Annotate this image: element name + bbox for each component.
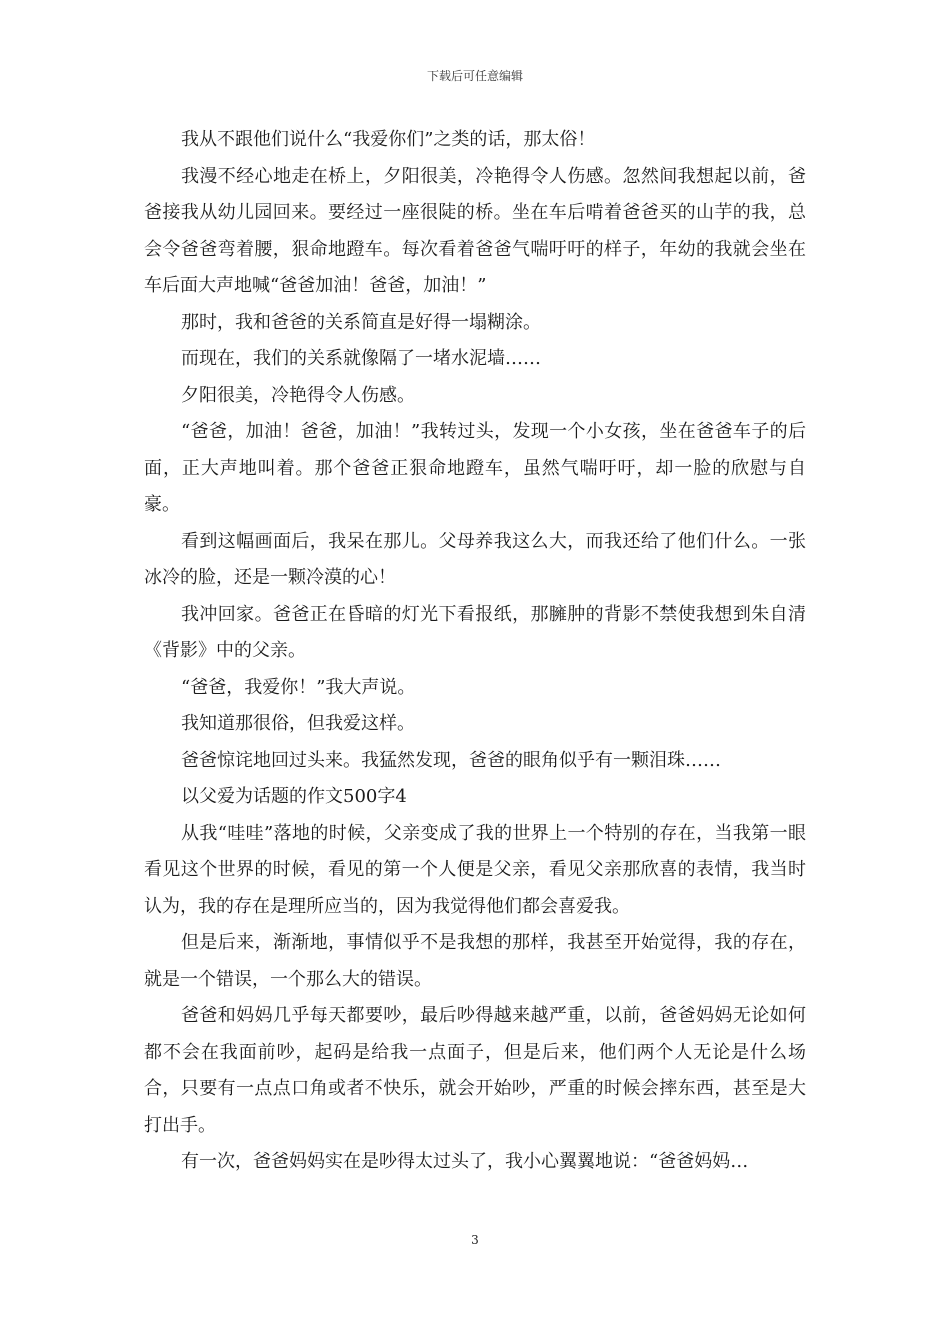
paragraph: 那时，我和爸爸的关系简直是好得一塌糊涂。 <box>181 311 541 333</box>
paragraph: 我从不跟他们说什么“我爱你们”之类的话，那太俗！ <box>181 129 596 150</box>
paragraph: 夕阳很美，冷艳得令人伤感。 <box>181 384 415 406</box>
paragraph: 我冲回家。爸爸正在昏暗的灯光下看报纸，那臃肿的背影不禁使我想到朱自清《背影》中的父亲。 <box>144 603 806 661</box>
paragraph: 看到这幅画面后，我呆在那儿。父母养我这么大，而我还给了他们什么。一张冰冷的脸，还是一颗冷漠的心！ <box>144 530 806 588</box>
paragraph: 从我“哇哇”落地的时候，父亲变成了我的世界上一个特别的存在，当我第一眼看见这个世界的时候，看见的第一个人便是父亲，看见父亲那欣喜的表情，我当时认为，我的存在是理所应当的，因为我觉得他们都会喜爱我。 <box>144 822 806 917</box>
paragraph: 我漫不经心地走在桥上，夕阳很美，冷艳得令人伤感。忽然间我想起以前，爸爸接我从幼儿园回来。要经过一座很陡的桥。坐在车后啃着爸爸买的山芋的我，总会令爸爸弯着腰，狠命地蹬车。每次看着爸爸气喘吁吁的样子，年幼的我就会坐在车后面大声地喊“爸爸加油！爸爸，加油！” <box>144 165 806 296</box>
page-header: 下载后可任意编辑 <box>426 69 523 83</box>
page-number: 3 <box>471 1233 479 1247</box>
paragraph: 爸爸和妈妈几乎每天都要吵，最后吵得越来越严重，以前，爸爸妈妈无论如何都不会在我面前吵，起码是给我一点面子，但是后来，他们两个人无论是什么场合，只要有一点点口角或者不快乐，就会开始吵，严重的时候会摔东西，甚至是大打出手。 <box>144 1005 806 1136</box>
paragraph: 但是后来，渐渐地，事情似乎不是我想的那样，我甚至开始觉得，我的存在，就是一个错误，一个那么大的错误。 <box>144 932 806 990</box>
document-body <box>144 122 806 1181</box>
paragraph: “爸爸，加油！爸爸，加油！”我转过头，发现一个小女孩，坐在爸爸车子的后面，正大声地叫着。那个爸爸正狠命地蹬车，虽然气喘吁吁，却一脸的欣慰与自豪。 <box>144 421 806 515</box>
paragraph: “爸爸，我爱你！”我大声说。 <box>181 676 416 698</box>
paragraph: 而现在，我们的关系就像隔了一堵水泥墙…… <box>181 348 541 369</box>
paragraph: 有一次，爸爸妈妈实在是吵得太过头了，我小心翼翼地说：“爸爸妈妈… <box>181 1151 749 1172</box>
section-heading: 以父爱为话题的作文500字4 <box>181 786 407 807</box>
paragraph: 爸爸惊诧地回过头来。我猛然发现，爸爸的眼角似乎有一颗泪珠…… <box>181 749 721 771</box>
paragraph: 我知道那很俗，但我爱这样。 <box>181 713 415 734</box>
